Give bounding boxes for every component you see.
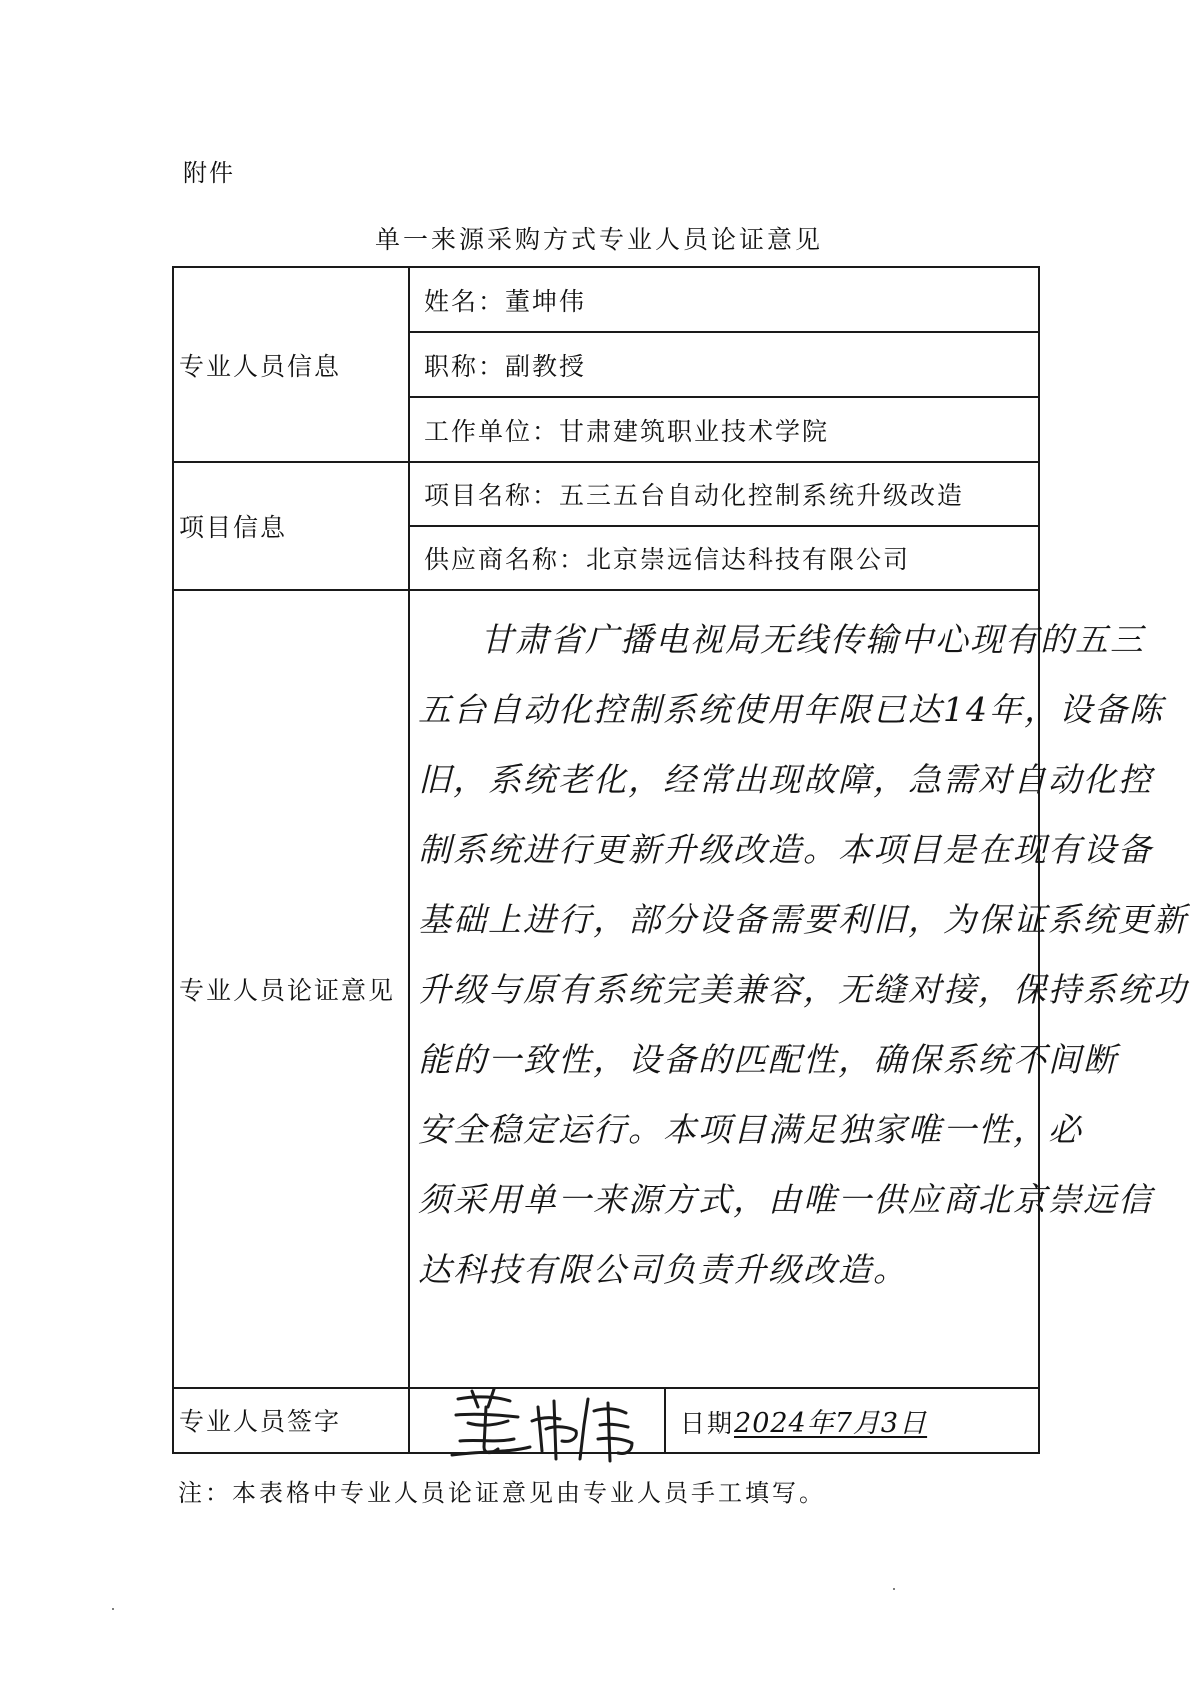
project-info-label: 项目信息	[173, 462, 409, 590]
opinion-line: 升级与原有系统完美兼容，无缝对接，保持系统功	[418, 970, 1188, 1010]
opinion-line: 须采用单一来源方式，由唯一供应商北京崇远信	[418, 1180, 1153, 1220]
opinion-line: 甘肃省广播电视局无线传输中心现有的五三	[480, 620, 1145, 660]
scan-speck	[112, 1608, 114, 1610]
opinion-line: 安全稳定运行。本项目满足独家唯一性，必	[418, 1110, 1083, 1150]
opinion-line: 基础上进行，部分设备需要利旧，为保证系统更新	[418, 900, 1188, 940]
signature-cell	[409, 1388, 665, 1453]
supplier-name-field: 供应商名称：北京崇远信达科技有限公司	[409, 526, 1039, 590]
opinion-line: 旧，系统老化，经常出现故障，急需对自动化控	[418, 760, 1153, 800]
date-value: 2024年7月3日	[734, 1407, 928, 1439]
attachment-label: 附件	[183, 159, 235, 187]
opinion-label: 专业人员论证意见	[173, 590, 409, 1388]
handwritten-signature	[438, 1377, 658, 1467]
work-unit-field: 工作单位：甘肃建筑职业技术学院	[409, 397, 1039, 462]
document-title: 单一来源采购方式专业人员论证意见	[375, 225, 824, 254]
signature-label: 专业人员签字	[173, 1388, 409, 1453]
expert-info-label: 专业人员信息	[173, 267, 409, 462]
opinion-form-table	[172, 266, 1188, 1454]
opinion-line: 达科技有限公司负责升级改造。	[418, 1250, 908, 1290]
project-name-field: 项目名称：五三五台自动化控制系统升级改造	[409, 462, 1039, 526]
handwritten-opinion-cell	[409, 590, 1188, 1388]
expert-name-field: 姓名：董坤伟	[409, 267, 1039, 332]
opinion-line: 制系统进行更新升级改造。本项目是在现有设备	[418, 830, 1153, 870]
opinion-line: 五台自动化控制系统使用年限已达14年，设备陈	[418, 690, 1164, 730]
footnote: 注：本表格中专业人员论证意见由专业人员手工填写。	[178, 1479, 826, 1507]
expert-title-field: 职称：副教授	[409, 332, 1039, 397]
handwritten-opinion	[410, 591, 1188, 1305]
date-label: 日期	[680, 1408, 735, 1438]
scan-speck	[893, 1588, 895, 1590]
opinion-line: 能的一致性，设备的匹配性，确保系统不间断	[418, 1040, 1118, 1080]
date-cell	[665, 1388, 1039, 1453]
